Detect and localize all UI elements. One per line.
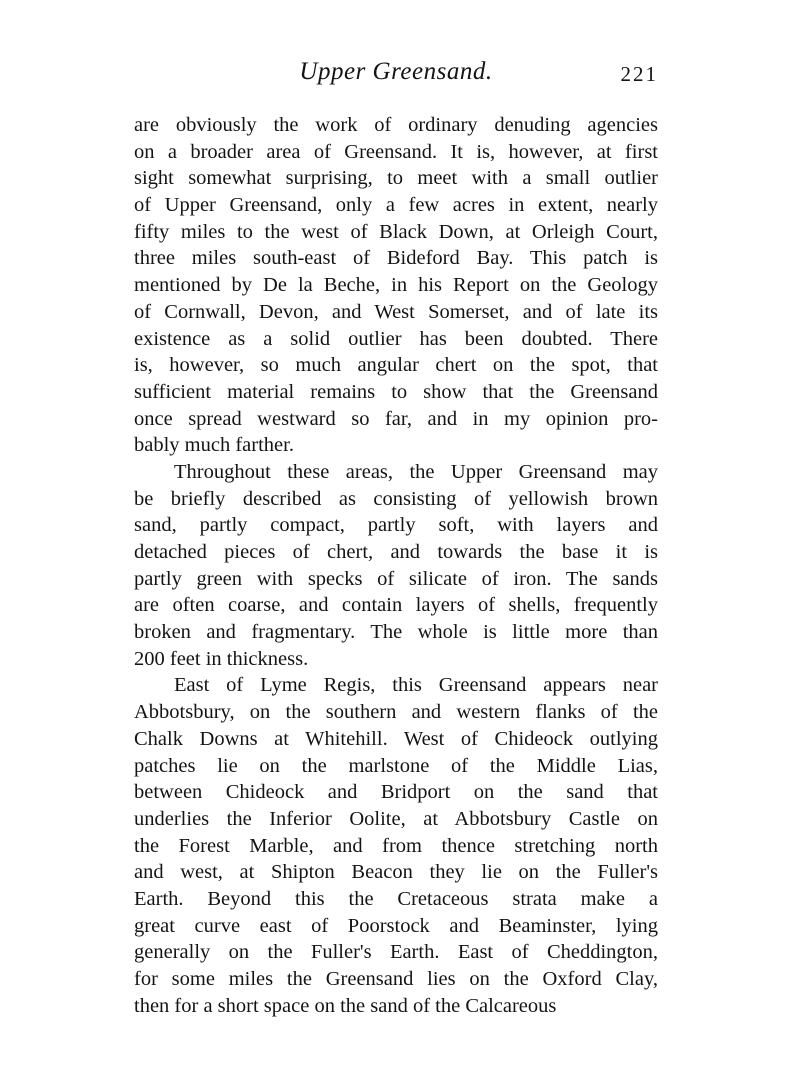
text-line: fifty miles to the west of Black Down, at Orleigh Court, — [134, 220, 658, 243]
text-line: the Forest Marble, and from thence stretching north — [134, 834, 658, 857]
text-line: on a broader area of Greensand. It is, however, at first — [134, 140, 658, 163]
text-line: be briefly described as consisting of yellowish brown — [134, 487, 658, 510]
text-line: of Cornwall, Devon, and West Somerset, and of late its — [134, 300, 658, 323]
running-head — [134, 58, 658, 94]
text-line: once spread westward so far, and in my opinion pro- — [134, 407, 658, 430]
text-line: underlies the Inferior Oolite, at Abbotsbury Castle on — [134, 807, 658, 830]
text-line: sight somewhat surprising, to meet with a small outlier — [134, 167, 658, 190]
text-line: partly green with specks of silicate of iron. The sands — [134, 567, 658, 590]
text-line: bably much farther. — [134, 434, 294, 457]
text-line: Earth. Beyond this the Cretaceous strata make a — [134, 887, 658, 910]
text-line: 200 feet in thickness. — [134, 647, 309, 670]
text-line: Abbotsbury, on the southern and western flanks of the — [134, 701, 658, 724]
text-line: existence as a solid outlier has been doubted. There — [134, 327, 658, 350]
text-line: between Chideock and Bridport on the sand that — [134, 781, 658, 804]
text-line: are obviously the work of ordinary denuding agencies — [134, 114, 658, 136]
text-line: East of Lyme Regis, this Greensand appears near — [174, 674, 658, 697]
text-line: detached pieces of chert, and towards the base it is — [134, 541, 658, 563]
text-line: of Upper Greensand, only a few acres in extent, nearly — [134, 194, 658, 217]
text-line: for some miles the Greensand lies on the Oxford Clay, — [134, 968, 658, 990]
text-line: then for a short space on the sand of the Calcareous — [134, 994, 557, 1017]
text-line: Throughout these areas, the Upper Greensand may — [174, 460, 658, 483]
text-line: Chalk Downs at Whitehill. West of Chideock outlying — [134, 727, 658, 750]
text-line: and west, at Shipton Beacon they lie on the Fuller's — [134, 861, 658, 884]
text-line: are often coarse, and contain layers of shells, frequently — [134, 594, 658, 617]
text-line: broken and fragmentary. The whole is little more than — [134, 621, 658, 644]
text-line: is, however, so much angular chert on the spot, that — [134, 354, 658, 377]
text-line: great curve east of Poorstock and Beaminster, lying — [134, 914, 658, 937]
page-number: 221 — [620, 62, 658, 86]
text-line: mentioned by De la Beche, in his Report on the Geology — [134, 274, 658, 297]
text-line: three miles south-east of Bideford Bay. This patch is — [134, 247, 658, 270]
text-line: sand, partly compact, partly soft, with layers and — [134, 514, 658, 537]
text-line: generally on the Fuller's Earth. East of Cheddington, — [134, 941, 658, 964]
text-line: patches lie on the marlstone of the Middle Lias, — [134, 754, 658, 777]
running-head-title: Upper Greensand. — [299, 58, 493, 85]
text-line: sufficient material remains to show that the Greensand — [134, 380, 658, 403]
body-text — [134, 112, 658, 1019]
